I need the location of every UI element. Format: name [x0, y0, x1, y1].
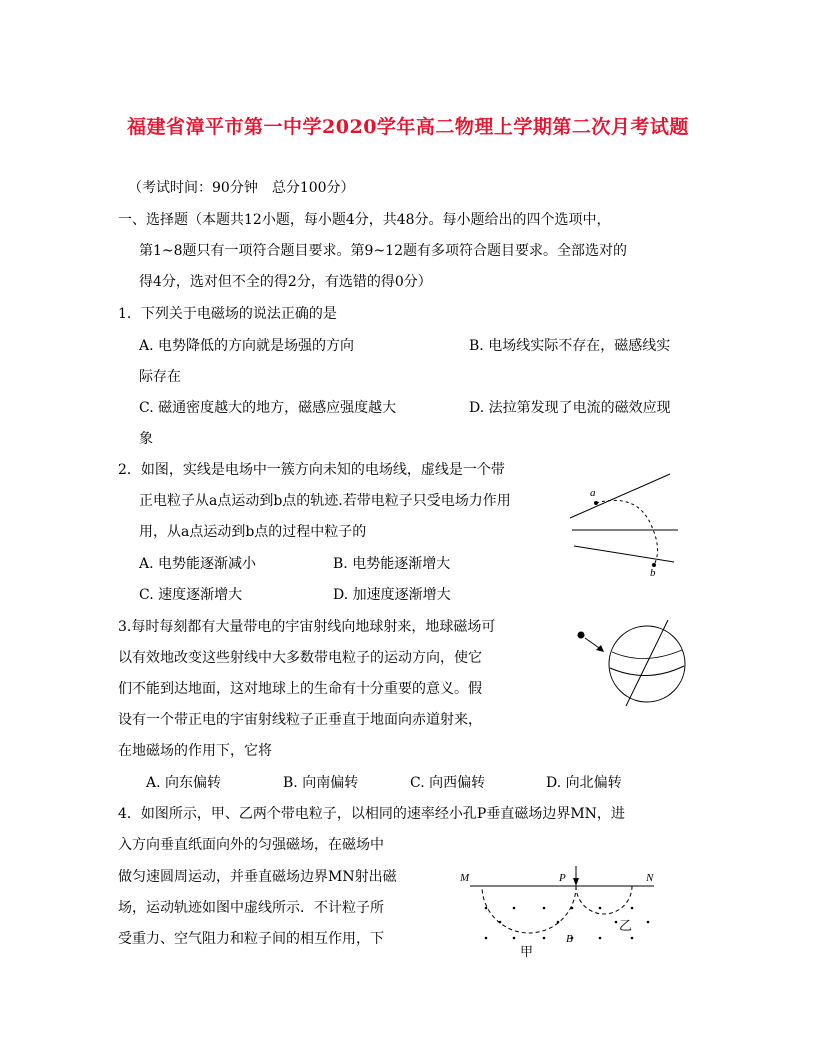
- question-2-stem-line3: 用，从a点运动到b点的过程中粒子的: [139, 524, 367, 540]
- question-2-option-b: B. 电势能逐渐增大: [333, 556, 451, 572]
- section-heading: 一、选择题（本题共12小题，每小题4分，共48分。每小题给出的四个选项中，: [118, 212, 611, 228]
- question-3-option-b: B. 向南偏转: [283, 775, 359, 791]
- question-3-stem: 3.每时每刻都有大量带电的宇宙射线向地球射来，地球磁场可: [118, 619, 496, 635]
- question-2-option-c: C. 速度逐渐增大: [139, 587, 243, 603]
- label-jia: 甲: [520, 945, 534, 960]
- question-3-stem-line2: 以有效地改变这些射线中大多数带电粒子的运动方向，使它: [118, 650, 482, 666]
- label-m: M: [460, 872, 470, 884]
- question-2-stem: 2．如图，实线是电场中一簇方向未知的电场线，虚线是一个带: [118, 462, 505, 478]
- section-heading-line2: 第1~8题只有一项符合题目要求。第9~12题有多项符合题目要求。全部选对的: [139, 243, 627, 259]
- question-4-stem: 4．如图所示，甲、乙两个带电粒子，以相同的速率经小孔P垂直磁场边界MN，进: [118, 806, 625, 822]
- page-title: 福建省漳平市第一中学2020学年高二物理上学期第二次月考试题: [127, 116, 689, 138]
- question-1-option-b-cont: 际存在: [139, 369, 181, 385]
- question-1-option-d-cont: 象: [139, 431, 153, 447]
- section-heading-line3: 得4分，选对但不全的得2分，有选错的得0分）: [139, 274, 432, 290]
- label-a: a: [590, 487, 596, 499]
- question-3-option-a: A. 向东偏转: [146, 775, 222, 791]
- question-3-stem-line5: 在地磁场的作用下，它将: [118, 743, 272, 759]
- label-n: N: [646, 872, 654, 884]
- entry-arrow-head-icon: [573, 878, 579, 886]
- question-1-option-a: A. 电势降低的方向就是场强的方向: [139, 338, 355, 354]
- field-line-3: [574, 546, 674, 562]
- question-2-stem-line2: 正电粒子从a点运动到b点的轨迹.若带电粒子只受电场力作用: [139, 493, 511, 509]
- question-4-stem-line3: 做匀速圆周运动，并垂直磁场边界MN射出磁: [118, 869, 397, 885]
- question-1-option-d: D. 法拉第发现了电流的磁效应现: [469, 400, 671, 416]
- question-1-stem: 1．下列关于电磁场的说法正确的是: [118, 306, 337, 322]
- latitude-arc: [612, 650, 682, 659]
- particle-dot: [578, 632, 585, 639]
- earth-axis: [626, 620, 668, 706]
- question-3-stem-line4: 设有一个带正电的宇宙射线粒子正垂直于地面向赤道射来，: [118, 712, 482, 728]
- question-4-stem-line2: 入方向垂直纸面向外的匀强磁场，在磁场中: [118, 837, 384, 853]
- label-b: B: [566, 933, 573, 945]
- question-3-stem-line3: 们不能到达地面，这对地球上的生命有十分重要的意义。假: [118, 681, 482, 697]
- question-3-option-c: C. 向西偏转: [410, 775, 486, 791]
- question-1-option-b: B. 电场线实际不存在，磁感线实: [469, 338, 671, 354]
- magnetic-field-figure: [456, 864, 662, 960]
- question-3-option-d: D. 向北偏转: [546, 775, 622, 791]
- question-4-stem-line5: 受重力、空气阻力和粒子间的相互作用，下: [118, 931, 384, 947]
- exam-info: （考试时间：90分钟 总分100分）: [128, 180, 355, 196]
- trajectory-jia: [482, 886, 576, 933]
- question-2-option-a: A. 电势能逐渐减小: [139, 556, 257, 572]
- particle-trajectory: [596, 500, 658, 565]
- label-p: P: [559, 872, 566, 884]
- electric-field-figure: [568, 472, 680, 580]
- earth-figure: [574, 622, 690, 706]
- label-yi: 乙: [619, 919, 633, 934]
- question-2-option-d: D. 加速度逐渐增大: [333, 587, 451, 603]
- point-a: [594, 501, 598, 505]
- trajectory-yi: [576, 886, 632, 914]
- question-4-stem-line4: 场，运动轨迹如图中虚线所示．不计粒子所: [118, 900, 384, 916]
- field-line-1: [570, 474, 670, 518]
- label-b: b: [650, 567, 656, 579]
- equator-arc: [610, 666, 684, 676]
- question-1-option-c: C. 磁通密度越大的地方，磁感应强度越大: [139, 400, 397, 416]
